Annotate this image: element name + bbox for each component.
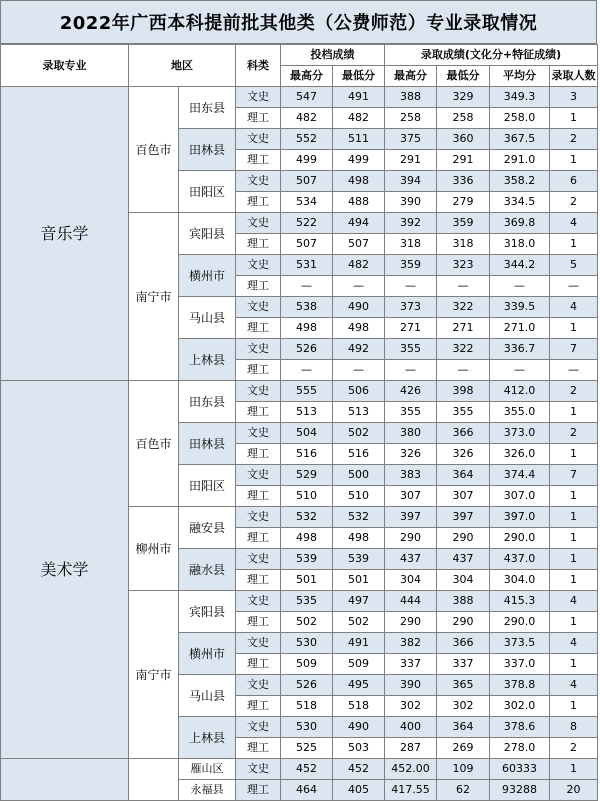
- cell-luqu-count: 1: [550, 150, 598, 171]
- cell-luqu-avg: 374.4: [490, 465, 550, 486]
- cell-toudang-max: 526: [281, 675, 333, 696]
- cell-luqu-min: 62: [437, 780, 490, 801]
- cell-toudang-max: 522: [281, 213, 333, 234]
- cell-toudang-min: 518: [333, 696, 385, 717]
- county-cell: 田阳区: [179, 465, 236, 507]
- cell-toudang-min: 500: [333, 465, 385, 486]
- cell-toudang-min: 482: [333, 255, 385, 276]
- county-cell: 田林县: [179, 423, 236, 465]
- cell-luqu-avg: 334.5: [490, 192, 550, 213]
- cell-luqu-max: 380: [385, 423, 437, 444]
- cell-luqu-max: 318: [385, 234, 437, 255]
- cell-luqu-max: 337: [385, 654, 437, 675]
- cell-luqu-max: 397: [385, 507, 437, 528]
- cell-luqu-count: 6: [550, 171, 598, 192]
- cell-luqu-avg: —: [490, 360, 550, 381]
- cell-luqu-max: 444: [385, 591, 437, 612]
- cell-toudang-max: —: [281, 360, 333, 381]
- county-cell: 马山县: [179, 297, 236, 339]
- cell-luqu-min: 355: [437, 402, 490, 423]
- cell-toudang-min: 490: [333, 717, 385, 738]
- cell-luqu-avg: 378.8: [490, 675, 550, 696]
- cell-luqu-avg: 302.0: [490, 696, 550, 717]
- cell-luqu-max: 304: [385, 570, 437, 591]
- cell-luqu-count: 1: [550, 759, 598, 780]
- cell-luqu-min: 322: [437, 339, 490, 360]
- cell-subject: 理工: [236, 570, 281, 591]
- cell-luqu-min: 279: [437, 192, 490, 213]
- cell-luqu-avg: 307.0: [490, 486, 550, 507]
- county-cell: 永福县: [179, 780, 236, 801]
- cell-toudang-max: 498: [281, 528, 333, 549]
- cell-toudang-max: 499: [281, 150, 333, 171]
- cell-luqu-min: 290: [437, 612, 490, 633]
- cell-luqu-avg: 367.5: [490, 129, 550, 150]
- cell-luqu-count: 1: [550, 108, 598, 129]
- cell-luqu-avg: 355.0: [490, 402, 550, 423]
- cell-luqu-min: —: [437, 276, 490, 297]
- cell-luqu-avg: 60333: [490, 759, 550, 780]
- cell-luqu-max: 373: [385, 297, 437, 318]
- major-cell: 美术学: [1, 381, 129, 759]
- city-cell: 百色市: [129, 381, 179, 507]
- cell-luqu-max: 271: [385, 318, 437, 339]
- cell-luqu-min: 271: [437, 318, 490, 339]
- cell-luqu-avg: 291.0: [490, 150, 550, 171]
- cell-luqu-count: 1: [550, 528, 598, 549]
- cell-luqu-count: 4: [550, 591, 598, 612]
- city-cell: 南宁市: [129, 591, 179, 759]
- cell-luqu-min: 304: [437, 570, 490, 591]
- cell-luqu-avg: 415.3: [490, 591, 550, 612]
- cell-luqu-count: 8: [550, 717, 598, 738]
- cell-toudang-min: 503: [333, 738, 385, 759]
- cell-subject: 文史: [236, 339, 281, 360]
- cell-luqu-max: 355: [385, 402, 437, 423]
- header-toudang: 投档成绩: [281, 45, 385, 66]
- cell-luqu-count: 7: [550, 465, 598, 486]
- county-cell: 宾阳县: [179, 213, 236, 255]
- table-title: 2022年广西本科提前批其他类（公费师范）专业录取情况: [0, 0, 597, 44]
- cell-subject: 文史: [236, 507, 281, 528]
- city-cell: 柳州市: [129, 507, 179, 591]
- cell-toudang-max: 504: [281, 423, 333, 444]
- cell-toudang-min: 532: [333, 507, 385, 528]
- cell-toudang-max: 516: [281, 444, 333, 465]
- cell-luqu-min: 360: [437, 129, 490, 150]
- cell-luqu-min: 307: [437, 486, 490, 507]
- cell-toudang-max: 498: [281, 318, 333, 339]
- cell-subject: 理工: [236, 444, 281, 465]
- cell-luqu-min: 291: [437, 150, 490, 171]
- cell-subject: 文史: [236, 633, 281, 654]
- header-count: 录取人数: [550, 66, 598, 87]
- cell-luqu-max: 307: [385, 486, 437, 507]
- cell-subject: 文史: [236, 423, 281, 444]
- cell-toudang-min: 499: [333, 150, 385, 171]
- cell-toudang-max: 534: [281, 192, 333, 213]
- cell-luqu-avg: 373.0: [490, 423, 550, 444]
- county-cell: 田阳区: [179, 171, 236, 213]
- cell-toudang-min: 501: [333, 570, 385, 591]
- cell-luqu-avg: —: [490, 276, 550, 297]
- cell-toudang-min: 498: [333, 318, 385, 339]
- cell-luqu-min: 388: [437, 591, 490, 612]
- cell-luqu-count: 4: [550, 675, 598, 696]
- cell-luqu-count: 1: [550, 444, 598, 465]
- cell-luqu-min: 359: [437, 213, 490, 234]
- city-cell: [129, 759, 179, 801]
- cell-luqu-avg: 339.5: [490, 297, 550, 318]
- cell-toudang-max: 510: [281, 486, 333, 507]
- cell-toudang-min: —: [333, 276, 385, 297]
- cell-luqu-min: 326: [437, 444, 490, 465]
- cell-toudang-max: 547: [281, 87, 333, 108]
- cell-subject: 文史: [236, 129, 281, 150]
- cell-luqu-count: 5: [550, 255, 598, 276]
- cell-luqu-count: 2: [550, 423, 598, 444]
- cell-luqu-max: —: [385, 276, 437, 297]
- cell-subject: 文史: [236, 213, 281, 234]
- cell-luqu-count: 1: [550, 318, 598, 339]
- cell-luqu-min: 318: [437, 234, 490, 255]
- cell-toudang-min: 507: [333, 234, 385, 255]
- cell-toudang-max: 507: [281, 171, 333, 192]
- cell-luqu-count: 2: [550, 192, 598, 213]
- county-cell: 雁山区: [179, 759, 236, 780]
- cell-luqu-avg: 271.0: [490, 318, 550, 339]
- header-avg: 平均分: [490, 66, 550, 87]
- header-max: 最高分: [281, 66, 333, 87]
- cell-luqu-max: 290: [385, 528, 437, 549]
- cell-toudang-min: 498: [333, 528, 385, 549]
- cell-subject: 理工: [236, 108, 281, 129]
- header-region: 地区: [129, 45, 236, 87]
- header-min: 最低分: [333, 66, 385, 87]
- county-cell: 融水县: [179, 549, 236, 591]
- cell-luqu-max: 437: [385, 549, 437, 570]
- cell-subject: 理工: [236, 402, 281, 423]
- cell-luqu-min: 322: [437, 297, 490, 318]
- cell-luqu-count: 1: [550, 486, 598, 507]
- cell-luqu-max: 426: [385, 381, 437, 402]
- cell-toudang-max: 529: [281, 465, 333, 486]
- cell-toudang-min: 482: [333, 108, 385, 129]
- cell-subject: 理工: [236, 150, 281, 171]
- cell-subject: 理工: [236, 318, 281, 339]
- cell-luqu-max: 326: [385, 444, 437, 465]
- cell-subject: 文史: [236, 255, 281, 276]
- cell-subject: 文史: [236, 591, 281, 612]
- cell-luqu-avg: 290.0: [490, 528, 550, 549]
- cell-luqu-min: 364: [437, 465, 490, 486]
- cell-toudang-max: 526: [281, 339, 333, 360]
- cell-luqu-avg: 337.0: [490, 654, 550, 675]
- cell-subject: 理工: [236, 612, 281, 633]
- cell-toudang-max: 538: [281, 297, 333, 318]
- cell-luqu-avg: 349.3: [490, 87, 550, 108]
- county-cell: 上林县: [179, 717, 236, 759]
- cell-subject: 理工: [236, 696, 281, 717]
- cell-luqu-min: 337: [437, 654, 490, 675]
- header-lmin: 最低分: [437, 66, 490, 87]
- cell-subject: 文史: [236, 759, 281, 780]
- header-major: 录取专业: [1, 45, 129, 87]
- cell-luqu-avg: 344.2: [490, 255, 550, 276]
- cell-luqu-avg: 336.7: [490, 339, 550, 360]
- cell-luqu-min: 437: [437, 549, 490, 570]
- cell-luqu-count: 2: [550, 738, 598, 759]
- cell-toudang-max: 530: [281, 633, 333, 654]
- cell-luqu-avg: 93288: [490, 780, 550, 801]
- cell-toudang-min: 492: [333, 339, 385, 360]
- cell-luqu-avg: 304.0: [490, 570, 550, 591]
- cell-luqu-min: 109: [437, 759, 490, 780]
- cell-toudang-min: 539: [333, 549, 385, 570]
- cell-luqu-max: 417.55: [385, 780, 437, 801]
- cell-subject: 理工: [236, 486, 281, 507]
- cell-subject: 文史: [236, 297, 281, 318]
- major-cell: 音乐学: [1, 87, 129, 381]
- cell-luqu-count: 7: [550, 339, 598, 360]
- cell-luqu-count: 1: [550, 570, 598, 591]
- major-cell: [1, 759, 129, 801]
- header-subject: 科类: [236, 45, 281, 87]
- city-cell: 百色市: [129, 87, 179, 213]
- cell-luqu-min: 365: [437, 675, 490, 696]
- cell-toudang-min: 498: [333, 171, 385, 192]
- cell-luqu-avg: 278.0: [490, 738, 550, 759]
- cell-luqu-max: 359: [385, 255, 437, 276]
- cell-toudang-max: 531: [281, 255, 333, 276]
- cell-toudang-min: 506: [333, 381, 385, 402]
- cell-luqu-avg: 326.0: [490, 444, 550, 465]
- cell-toudang-max: 507: [281, 234, 333, 255]
- cell-toudang-max: 513: [281, 402, 333, 423]
- table-row: [1, 87, 598, 108]
- cell-toudang-min: —: [333, 360, 385, 381]
- cell-luqu-count: —: [550, 360, 598, 381]
- cell-subject: 文史: [236, 87, 281, 108]
- cell-luqu-count: 20: [550, 780, 598, 801]
- cell-luqu-min: 323: [437, 255, 490, 276]
- cell-toudang-max: 452: [281, 759, 333, 780]
- cell-luqu-max: 452.00: [385, 759, 437, 780]
- cell-luqu-min: 366: [437, 423, 490, 444]
- cell-toudang-max: 501: [281, 570, 333, 591]
- cell-luqu-avg: 258.0: [490, 108, 550, 129]
- cell-luqu-count: 4: [550, 297, 598, 318]
- cell-luqu-min: 290: [437, 528, 490, 549]
- cell-luqu-count: 3: [550, 87, 598, 108]
- county-cell: 马山县: [179, 675, 236, 717]
- cell-subject: 理工: [236, 654, 281, 675]
- cell-luqu-count: 2: [550, 129, 598, 150]
- cell-luqu-max: 388: [385, 87, 437, 108]
- cell-luqu-count: —: [550, 276, 598, 297]
- cell-subject: 文史: [236, 675, 281, 696]
- cell-luqu-min: 397: [437, 507, 490, 528]
- county-cell: 宾阳县: [179, 591, 236, 633]
- county-cell: 田东县: [179, 381, 236, 423]
- header-luqu: 录取成绩(文化分+特征成绩): [385, 45, 598, 66]
- cell-luqu-count: 1: [550, 402, 598, 423]
- cell-toudang-max: 464: [281, 780, 333, 801]
- admission-table: [0, 44, 598, 801]
- cell-luqu-min: 336: [437, 171, 490, 192]
- cell-luqu-min: 302: [437, 696, 490, 717]
- cell-luqu-min: 329: [437, 87, 490, 108]
- cell-luqu-avg: 397.0: [490, 507, 550, 528]
- cell-luqu-count: 1: [550, 234, 598, 255]
- cell-luqu-max: 392: [385, 213, 437, 234]
- cell-luqu-max: 375: [385, 129, 437, 150]
- city-cell: 南宁市: [129, 213, 179, 381]
- cell-luqu-min: 366: [437, 633, 490, 654]
- cell-subject: 理工: [236, 234, 281, 255]
- cell-subject: 文史: [236, 549, 281, 570]
- cell-luqu-avg: 318.0: [490, 234, 550, 255]
- header-lmax: 最高分: [385, 66, 437, 87]
- cell-toudang-min: 490: [333, 297, 385, 318]
- cell-luqu-max: 291: [385, 150, 437, 171]
- cell-toudang-min: 511: [333, 129, 385, 150]
- cell-subject: 文史: [236, 465, 281, 486]
- cell-luqu-max: 390: [385, 192, 437, 213]
- cell-subject: 理工: [236, 192, 281, 213]
- cell-luqu-avg: 369.8: [490, 213, 550, 234]
- cell-toudang-min: 491: [333, 87, 385, 108]
- county-cell: 田东县: [179, 87, 236, 129]
- cell-toudang-min: 452: [333, 759, 385, 780]
- cell-luqu-avg: 412.0: [490, 381, 550, 402]
- cell-luqu-count: 1: [550, 654, 598, 675]
- cell-luqu-min: 364: [437, 717, 490, 738]
- cell-luqu-max: 355: [385, 339, 437, 360]
- table-row: [1, 381, 598, 402]
- cell-luqu-count: 1: [550, 612, 598, 633]
- cell-subject: 理工: [236, 276, 281, 297]
- cell-toudang-min: 495: [333, 675, 385, 696]
- cell-toudang-max: 539: [281, 549, 333, 570]
- cell-luqu-max: 390: [385, 675, 437, 696]
- cell-toudang-max: 509: [281, 654, 333, 675]
- cell-luqu-min: 398: [437, 381, 490, 402]
- cell-toudang-max: 535: [281, 591, 333, 612]
- cell-toudang-max: 525: [281, 738, 333, 759]
- cell-subject: 文史: [236, 381, 281, 402]
- county-cell: 上林县: [179, 339, 236, 381]
- cell-luqu-max: —: [385, 360, 437, 381]
- cell-luqu-avg: 290.0: [490, 612, 550, 633]
- cell-subject: 文史: [236, 171, 281, 192]
- cell-toudang-max: 482: [281, 108, 333, 129]
- cell-toudang-min: 510: [333, 486, 385, 507]
- cell-toudang-max: 532: [281, 507, 333, 528]
- cell-luqu-avg: 358.2: [490, 171, 550, 192]
- cell-toudang-min: 497: [333, 591, 385, 612]
- cell-luqu-max: 383: [385, 465, 437, 486]
- cell-toudang-min: 502: [333, 423, 385, 444]
- cell-luqu-max: 258: [385, 108, 437, 129]
- cell-luqu-max: 302: [385, 696, 437, 717]
- cell-luqu-avg: 437.0: [490, 549, 550, 570]
- cell-luqu-min: 258: [437, 108, 490, 129]
- cell-luqu-max: 287: [385, 738, 437, 759]
- cell-luqu-max: 382: [385, 633, 437, 654]
- cell-luqu-max: 394: [385, 171, 437, 192]
- county-cell: 田林县: [179, 129, 236, 171]
- cell-toudang-min: 491: [333, 633, 385, 654]
- cell-luqu-count: 4: [550, 213, 598, 234]
- cell-toudang-min: 516: [333, 444, 385, 465]
- cell-luqu-count: 4: [550, 633, 598, 654]
- cell-luqu-count: 1: [550, 696, 598, 717]
- cell-subject: 理工: [236, 528, 281, 549]
- cell-toudang-max: —: [281, 276, 333, 297]
- cell-luqu-max: 290: [385, 612, 437, 633]
- county-cell: 横州市: [179, 255, 236, 297]
- cell-luqu-avg: 373.5: [490, 633, 550, 654]
- cell-subject: 文史: [236, 717, 281, 738]
- cell-luqu-max: 400: [385, 717, 437, 738]
- cell-luqu-min: 269: [437, 738, 490, 759]
- cell-luqu-avg: 378.6: [490, 717, 550, 738]
- cell-toudang-min: 509: [333, 654, 385, 675]
- cell-subject: 理工: [236, 780, 281, 801]
- cell-subject: 理工: [236, 360, 281, 381]
- cell-toudang-max: 518: [281, 696, 333, 717]
- county-cell: 横州市: [179, 633, 236, 675]
- cell-toudang-min: 494: [333, 213, 385, 234]
- cell-toudang-max: 555: [281, 381, 333, 402]
- cell-toudang-min: 405: [333, 780, 385, 801]
- cell-toudang-min: 488: [333, 192, 385, 213]
- cell-toudang-min: 513: [333, 402, 385, 423]
- table-row: [1, 759, 598, 780]
- cell-luqu-count: 2: [550, 381, 598, 402]
- cell-luqu-min: —: [437, 360, 490, 381]
- cell-toudang-max: 552: [281, 129, 333, 150]
- cell-toudang-max: 502: [281, 612, 333, 633]
- cell-toudang-min: 502: [333, 612, 385, 633]
- cell-toudang-max: 530: [281, 717, 333, 738]
- cell-luqu-count: 1: [550, 507, 598, 528]
- cell-luqu-count: 1: [550, 549, 598, 570]
- cell-subject: 理工: [236, 738, 281, 759]
- table-body: [1, 87, 598, 801]
- county-cell: 融安县: [179, 507, 236, 549]
